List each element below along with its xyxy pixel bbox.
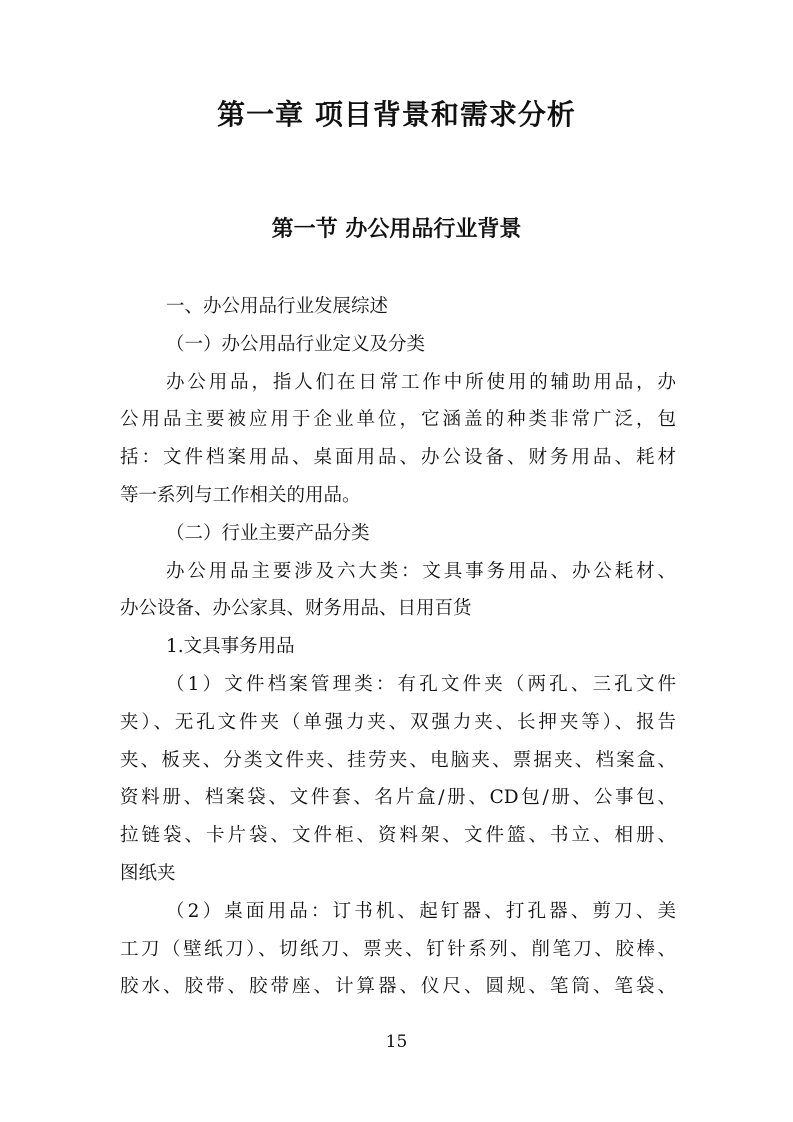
body-line: 括：文件档案用品、桌面用品、办公设备、财务用品、耗材 (120, 447, 676, 469)
body-line: （1）文件档案管理类：有孔文件夹（两孔、三孔文件 (166, 673, 676, 695)
body-line: 公用品主要被应用于企业单位，它涵盖的种类非常广泛，包 (120, 409, 676, 431)
body-line: 夹）、无孔文件夹（单强力夹、双强力夹、长押夹等）、报告 (120, 711, 676, 733)
body-line: 拉链袋、卡片袋、文件柜、资料架、文件篮、书立、相册、 (120, 825, 676, 847)
body-line: （一）办公用品行业定义及分类 (166, 333, 426, 355)
body-line: 一、办公用品行业发展综述 (166, 296, 389, 317)
page-number: 15 (385, 1032, 408, 1052)
body-line: 办公用品主要涉及六大类：文具事务用品、办公耗材、 (166, 560, 676, 582)
body-line: 夹、板夹、分类文件夹、挂劳夹、电脑夹、票据夹、档案盒、 (120, 749, 676, 771)
body-line: 胶水、胶带、胶带座、计算器、仪尺、圆规、笔筒、笔袋、 (120, 976, 676, 998)
body-line: 1.文具事务用品 (166, 636, 295, 658)
body-text (120, 288, 676, 1006)
body-line: 工刀（壁纸刀）、切纸刀、票夹、钉针系列、削笔刀、胶棒、 (120, 938, 676, 960)
chapter-title: 第一章 项目背景和需求分析 (217, 98, 576, 131)
body-line: 图纸夹 (120, 862, 176, 884)
body-line: （二）行业主要产品分类 (166, 522, 370, 544)
section-title: 第一节 办公用品行业背景 (271, 217, 522, 242)
body-line: 办公设备、办公家具、财务用品、日用百货 (120, 598, 472, 620)
body-line: 办公用品，指人们在日常工作中所使用的辅助用品，办 (166, 371, 676, 393)
body-line: 等一系列与工作相关的用品。 (120, 484, 361, 506)
body-line: 资料册、档案袋、文件套、名片盒/册、CD包/册、公事包、 (120, 787, 676, 809)
body-line: （2）桌面用品：订书机、起钉器、打孔器、剪刀、美 (166, 900, 676, 922)
